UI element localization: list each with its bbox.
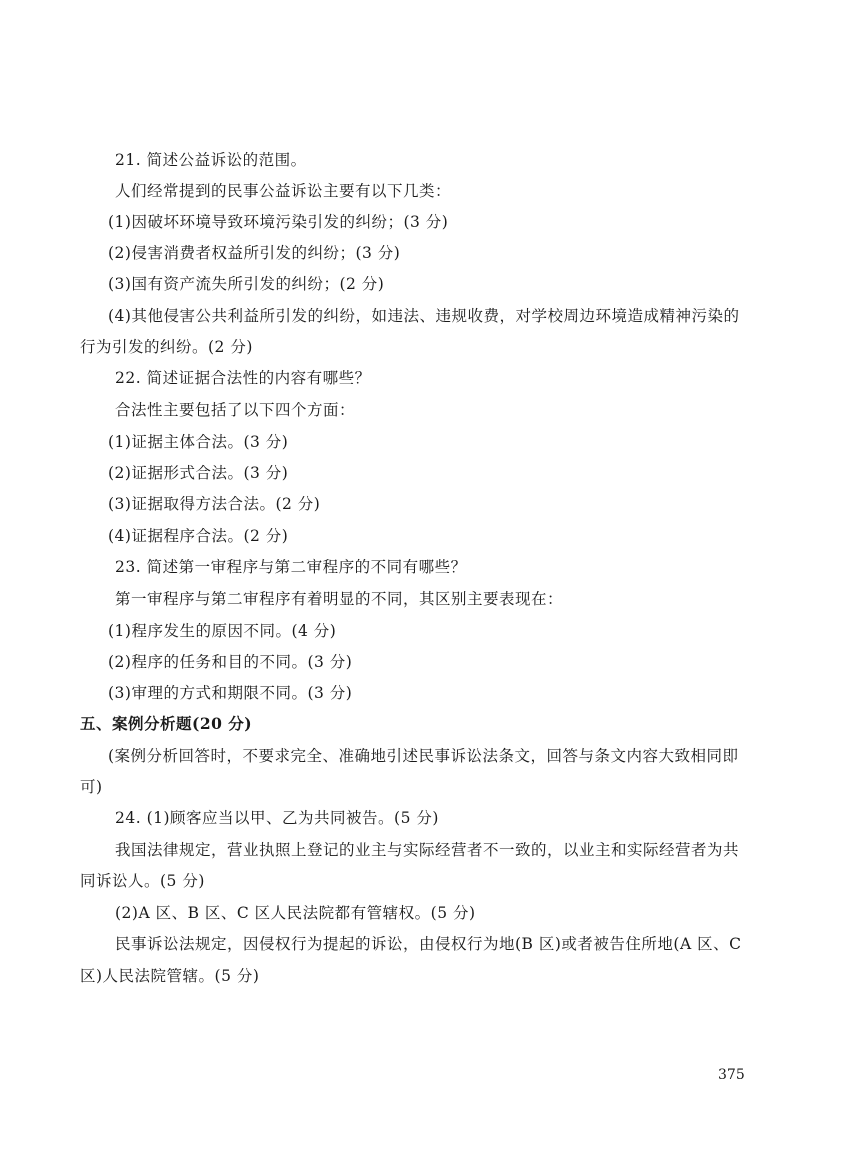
section-5-note: (案例分析回答时，不要求完全、准确地引述民事诉讼法条文，回答与条文内容大致相同即 bbox=[108, 747, 739, 765]
question-24-part-2: (2)A 区、B 区、C 区人民法院都有管辖权。(5 分) bbox=[115, 904, 476, 922]
question-24-part-1: 24. (1)顾客应当以甲、乙为共同被告。(5 分) bbox=[115, 809, 439, 827]
question-22-item-2: (2)证据形式合法。(3 分) bbox=[108, 464, 289, 482]
question-23-item-2: (2)程序的任务和目的不同。(3 分) bbox=[108, 653, 353, 671]
question-23-item-1: (1)程序发生的原因不同。(4 分) bbox=[108, 622, 337, 640]
question-24-part-2-reason-cont: 区)人民法院管辖。(5 分) bbox=[80, 967, 260, 985]
question-23-item-3: (3)审理的方式和期限不同。(3 分) bbox=[108, 684, 353, 702]
page-number: 375 bbox=[718, 1067, 745, 1083]
question-23-intro: 第一审程序与第二审程序有着明显的不同，其区别主要表现在： bbox=[115, 590, 564, 608]
question-24-part-2-reason: 民事诉讼法规定，因侵权行为提起的诉讼，由侵权行为地(B 区)或者被告住所地(A 区、C bbox=[115, 935, 742, 953]
question-23-title: 23. 简述第一审程序与第二审程序的不同有哪些？ bbox=[115, 558, 467, 576]
question-24-part-1-reason: 我国法律规定，营业执照上登记的业主与实际经营者不一致的，以业主和实际经营者为共 bbox=[115, 841, 740, 859]
question-22-intro: 合法性主要包括了以下四个方面： bbox=[115, 401, 356, 419]
section-5-heading: 五、案例分析题(20 分) bbox=[80, 714, 253, 733]
question-21-item-4-cont: 行为引发的纠纷。(2 分) bbox=[80, 338, 253, 356]
question-21-item-1: (1)因破坏环境导致环境污染引发的纠纷；(3 分) bbox=[108, 213, 449, 231]
question-21-item-2: (2)侵害消费者权益所引发的纠纷；(3 分) bbox=[108, 244, 401, 262]
question-21-item-3: (3)国有资产流失所引发的纠纷；(2 分) bbox=[108, 275, 385, 293]
question-21-title: 21. 简述公益诉讼的范围。 bbox=[115, 151, 307, 169]
question-22-item-3: (3)证据取得方法合法。(2 分) bbox=[108, 495, 321, 513]
question-21-item-4: (4)其他侵害公共利益所引发的纠纷，如违法、违规收费，对学校周边环境造成精神污染的 bbox=[108, 307, 740, 325]
question-24-part-1-reason-cont: 同诉讼人。(5 分) bbox=[80, 872, 205, 890]
question-22-item-1: (1)证据主体合法。(3 分) bbox=[108, 433, 289, 451]
question-22-title: 22. 简述证据合法性的内容有哪些？ bbox=[115, 369, 371, 387]
question-21-intro: 人们经常提到的民事公益诉讼主要有以下几类： bbox=[115, 182, 452, 200]
section-5-note-cont: 可) bbox=[80, 778, 103, 796]
question-22-item-4: (4)证据程序合法。(2 分) bbox=[108, 527, 289, 545]
